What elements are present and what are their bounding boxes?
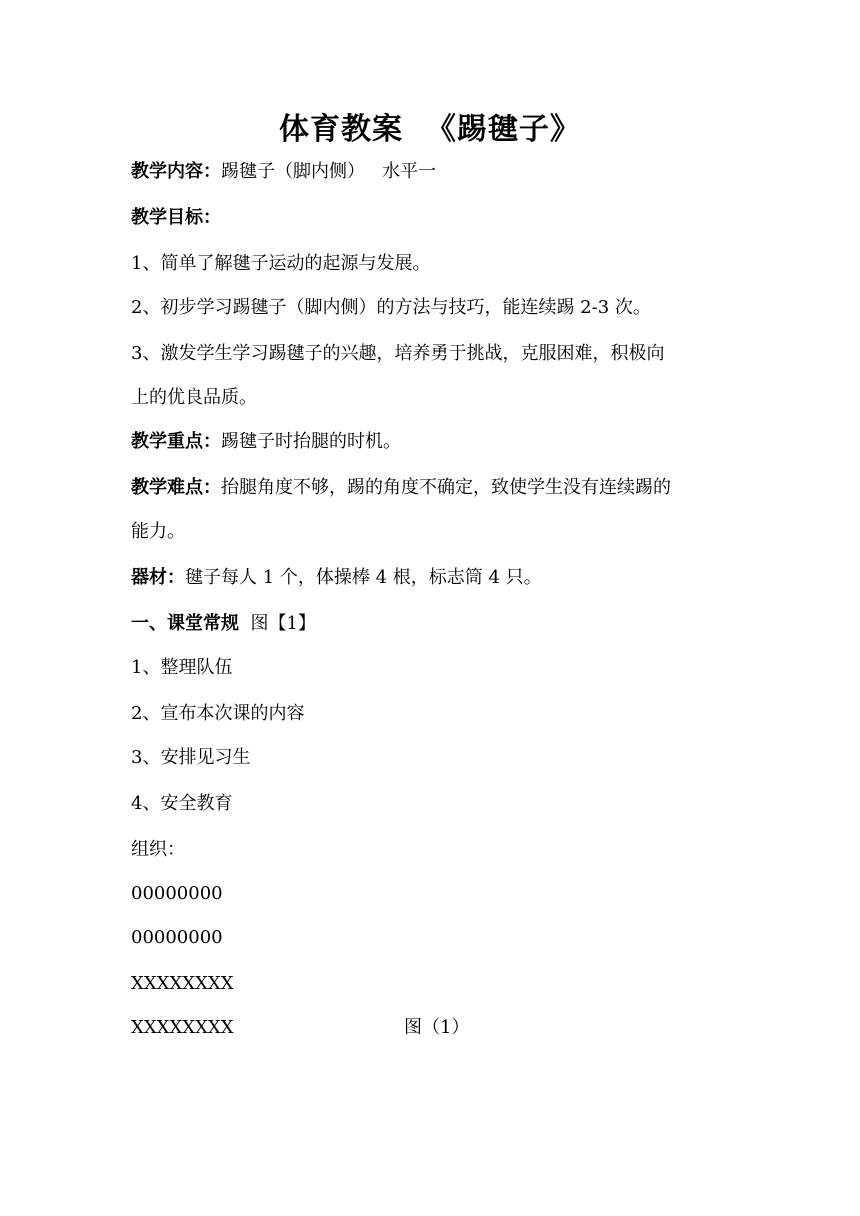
section-heading-classroom-routine: [131, 612, 316, 636]
formation-row-2: 00000000: [131, 927, 223, 948]
page-title: 体育教案 《踢毽子》: [279, 112, 581, 147]
equipment-label: 器材：: [131, 567, 185, 588]
teaching-content-line: [131, 160, 436, 184]
difficulty-line-2: 能力。: [131, 521, 185, 542]
routine-item-2: 2、宣布本次课的内容: [131, 703, 305, 724]
organization-label: 组织：: [131, 839, 185, 860]
equipment-text: 毽子每人 1 个，体操棒 4 根，标志筒 4 只。: [185, 567, 542, 588]
goal-item-3-line-2: 上的优良品质。: [131, 387, 257, 408]
key-point-text: 踢毽子时抬腿的时机。: [221, 431, 401, 452]
difficulty-text: 抬腿角度不够，踢的角度不确定，致使学生没有连续踢的: [221, 477, 671, 498]
section-figure-ref: 图【1】: [239, 613, 316, 634]
routine-item-4: 4、安全教育: [131, 793, 233, 814]
formation-row-4: XXXXXXXX: [131, 1017, 234, 1038]
equipment-line: [131, 566, 542, 590]
formation-row-1: 00000000: [131, 883, 223, 904]
routine-item-1: 1、整理队伍: [131, 657, 233, 678]
figure-caption: 图（1）: [404, 1017, 470, 1038]
section-heading-text: 一、课堂常规: [131, 613, 239, 634]
difficulty-line: [131, 476, 671, 500]
routine-item-3: 3、安排见习生: [131, 747, 251, 768]
goal-item-2: 2、初步学习踢毽子（脚内侧）的方法与技巧，能连续踢 2-3 次。: [131, 297, 651, 318]
key-point-line: [131, 430, 401, 454]
goal-item-1: 1、简单了解毽子运动的起源与发展。: [131, 253, 431, 274]
teaching-content-label: 教学内容：: [131, 161, 221, 182]
goal-item-3-line-1: 3、激发学生学习踢毽子的兴趣，培养勇于挑战，克服困难，积极向: [131, 343, 665, 364]
key-point-label: 教学重点：: [131, 431, 221, 452]
teaching-goals-label: 教学目标：: [131, 207, 221, 228]
formation-row-3: XXXXXXXX: [131, 973, 234, 994]
difficulty-label: 教学难点：: [131, 477, 221, 498]
teaching-content-text: 踢毽子（脚内侧） 水平一: [221, 161, 437, 182]
